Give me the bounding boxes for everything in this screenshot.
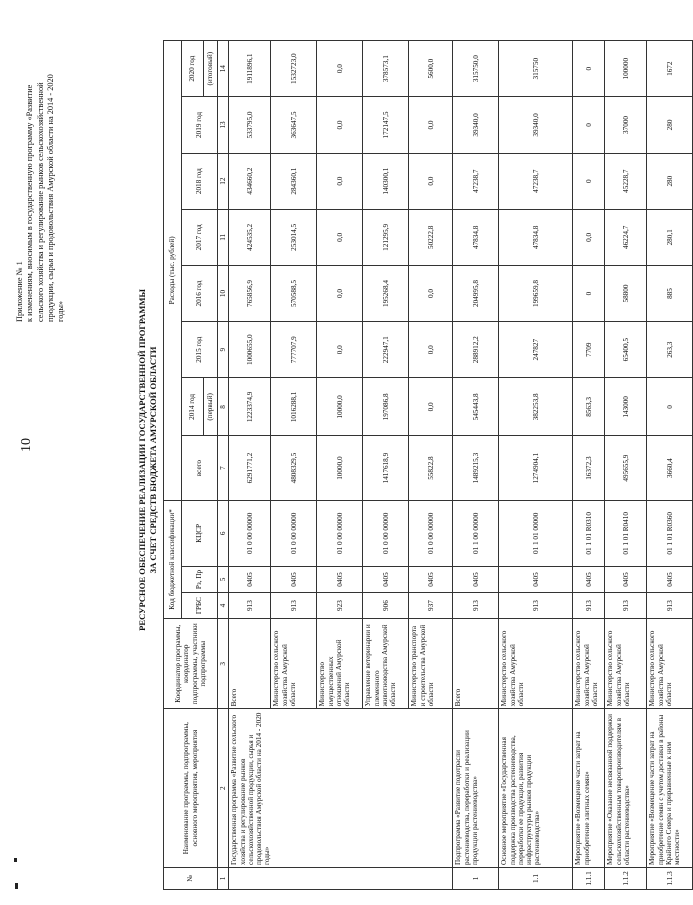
row-grbs: 913 [573, 593, 605, 619]
row-value: 16372,3 [573, 436, 605, 500]
row-value: 434660,2 [229, 153, 271, 209]
row-coordinator: Министерство сельского хозяйства Амурской области [573, 619, 605, 709]
row-value: 0 [573, 41, 605, 97]
row-value: 47834,8 [499, 209, 573, 265]
row-value: 65400,5 [605, 322, 647, 378]
row-kcsr: 01 1 01 R0310 [573, 500, 605, 566]
row-value: 10000,0 [317, 378, 363, 436]
table-body [229, 41, 693, 890]
row-value: 58800 [605, 265, 647, 321]
column-number: 12 [218, 153, 229, 209]
header-year: 2019 год [182, 97, 218, 153]
row-value: 885 [647, 265, 693, 321]
row-value: 0 [573, 97, 605, 153]
row-rz-pr: 0405 [363, 566, 409, 592]
row-value: 1417618,9 [363, 436, 409, 500]
row-rz-pr: 0405 [605, 566, 647, 592]
row-kcsr: 01 0 00 00000 [271, 500, 317, 566]
row-value: 495655,9 [605, 436, 647, 500]
row-value: 0,0 [317, 41, 363, 97]
row-value: 100000 [605, 41, 647, 97]
table-row [499, 41, 573, 890]
row-value: 280 [647, 153, 693, 209]
row-name: Государственная программа «Развитие сельского хозяйства и регулирование рынков сельскохозяйственной продукции, сырья и продовольствия Амурской области на 2014 - 2020 годы» [229, 709, 453, 868]
row-value: 143000 [605, 378, 647, 436]
appendix-title: Приложение № 1 [15, 261, 24, 322]
row-value: 197086,8 [363, 378, 409, 436]
row-kcsr: 01 1 00 00000 [453, 500, 499, 566]
header-total: всего [182, 436, 218, 500]
column-number: 1 [218, 867, 229, 889]
row-value: 121295,9 [363, 209, 409, 265]
header-expenses: Расходы (тыс. рублей) [164, 41, 182, 501]
row-rz-pr: 0405 [317, 566, 363, 592]
column-number: 13 [218, 97, 229, 153]
row-value: 0,0 [317, 265, 363, 321]
row-kcsr: 01 1 01 R0360 [647, 500, 693, 566]
row-value: 4808329,5 [271, 436, 317, 500]
row-value: 0,0 [409, 378, 453, 436]
row-value: 1911896,1 [229, 41, 271, 97]
row-grbs: 923 [317, 593, 363, 619]
row-value: 1000655,0 [229, 322, 271, 378]
document-heading: РЕСУРСНОЕ ОБЕСПЕЧЕНИЕ РЕАЛИЗАЦИИ ГОСУДАРСТВЕННОЙ ПРОГРАММЫ [137, 289, 147, 631]
row-coordinator: Министерство сельского хозяйства Амурской области [605, 619, 647, 709]
row-value: 45228,7 [605, 153, 647, 209]
row-coordinator: Министерство сельского хозяйства Амурской области [271, 619, 317, 709]
row-kcsr: 01 0 00 00000 [229, 500, 271, 566]
row-value: 1672 [647, 41, 693, 97]
row-value: 363647,5 [271, 97, 317, 153]
header-coordinator: Координатор программы, координатор подпрограммы, участники подпрограммы [164, 619, 218, 709]
row-grbs: 913 [453, 593, 499, 619]
header-year-note: (итоговый) [204, 41, 218, 97]
row-value: 288912,2 [453, 322, 499, 378]
column-number: 11 [218, 209, 229, 265]
row-value: 3660,4 [647, 436, 693, 500]
row-grbs: 913 [499, 593, 573, 619]
row-value: 315750 [499, 41, 573, 97]
table-row [453, 41, 499, 890]
row-value: 378573,1 [363, 41, 409, 97]
row-name: Мероприятие «Возмещение части затрат на приобретение семян с учетом доставки в районы Крайнего Севера и приравненные к ним местности» [647, 709, 693, 868]
header-kcsr: КЦСР [182, 500, 218, 566]
row-coordinator: Министерство сельского хозяйства Амурской области [647, 619, 693, 709]
row-value: 55822,8 [409, 436, 453, 500]
row-name: Мероприятие «Оказание несвязанной поддержки сельскохозяйственным товаропроизводителям в области растениеводства» [605, 709, 647, 868]
row-grbs: 913 [647, 593, 693, 619]
row-value: 8563,3 [573, 378, 605, 436]
column-number: 9 [218, 322, 229, 378]
appendix-line: к изменениям, вносимым в государственную программу «Развитие [25, 84, 35, 322]
row-coordinator: Министерство транспорта и строительства Амурской области [409, 619, 453, 709]
row-value: 0,0 [317, 153, 363, 209]
column-number: 10 [218, 265, 229, 321]
row-value: 570588,5 [271, 265, 317, 321]
row-value: 253014,5 [271, 209, 317, 265]
column-number: 5 [218, 566, 229, 592]
row-value: 0 [573, 153, 605, 209]
row-coordinator: Всего [453, 619, 499, 709]
appendix-line: продукции, сырья и продовольствия Амурской области на 2014 - 2020 [46, 74, 56, 322]
row-coordinator: Министерство имущественных отношений Амурской области [317, 619, 363, 709]
row-value: 172147,5 [363, 97, 409, 153]
row-rz-pr: 0405 [409, 566, 453, 592]
column-number: 2 [218, 709, 229, 868]
row-coordinator: Управление ветеринарии и племенного животноводства Амурской области [363, 619, 409, 709]
row-coordinator: Всего [229, 619, 271, 709]
row-value: 6291771,2 [229, 436, 271, 500]
header-rz-pr: Рз, Пр [182, 566, 218, 592]
row-value: 1016288,1 [271, 378, 317, 436]
header-grbs: ГРБС [182, 593, 218, 619]
row-value: 50222,8 [409, 209, 453, 265]
row-kcsr: 01 0 00 00000 [317, 500, 363, 566]
row-value: 37000 [605, 97, 647, 153]
row-value: 47238,7 [499, 153, 573, 209]
header-number: № [164, 867, 218, 889]
row-value: 7709 [573, 322, 605, 378]
row-value: 1274904,1 [499, 436, 573, 500]
row-number: 1.1.3 [647, 867, 693, 889]
row-value: 382253,8 [499, 378, 573, 436]
header-year: 2015 год [182, 322, 218, 378]
row-value: 1223374,9 [229, 378, 271, 436]
row-kcsr: 01 1 01 00000 [499, 500, 573, 566]
row-value: 140300,1 [363, 153, 409, 209]
row-value: 0,0 [317, 209, 363, 265]
appendix-line: сельского хозяйства и регулирование рынков сельскохозяйственной [35, 82, 45, 322]
document-subheading: ЗА СЧЕТ СРЕДСТВ БЮДЖЕТА АМУРСКОЙ ОБЛАСТИ [148, 346, 158, 574]
row-value: 47238,7 [453, 153, 499, 209]
row-number [229, 867, 453, 889]
row-value: 10000,0 [317, 436, 363, 500]
table-row [573, 41, 605, 890]
row-value: 1532723,0 [271, 41, 317, 97]
row-value: 0,0 [317, 322, 363, 378]
row-grbs: 913 [229, 593, 271, 619]
appendix-line: годы» [56, 300, 66, 322]
header-year-note: (первый) [204, 378, 218, 436]
column-number: 7 [218, 436, 229, 500]
row-value: 0 [573, 265, 605, 321]
row-grbs: 937 [409, 593, 453, 619]
appendix-note [15, 27, 67, 322]
header-budget-code: Код бюджетной классификации* [164, 500, 182, 618]
row-kcsr: 01 1 01 R0410 [605, 500, 647, 566]
row-value: 46224,7 [605, 209, 647, 265]
column-number: 3 [218, 619, 229, 709]
row-value: 284360,1 [271, 153, 317, 209]
row-value: 39340,0 [453, 97, 499, 153]
row-coordinator: Министерство сельского хозяйства Амурской области [499, 619, 573, 709]
row-value: 777707,9 [271, 322, 317, 378]
resource-table [163, 40, 693, 890]
row-number: 1.1 [499, 867, 573, 889]
row-kcsr: 01 0 00 00000 [363, 500, 409, 566]
row-rz-pr: 0405 [229, 566, 271, 592]
row-name: Мероприятие «Возмещение части затрат на приобретение элитных семян» [573, 709, 605, 868]
row-rz-pr: 0405 [499, 566, 573, 592]
row-value: 199659,8 [499, 265, 573, 321]
column-number-row [218, 41, 229, 890]
row-grbs: 913 [605, 593, 647, 619]
table-row [605, 41, 647, 890]
page-number: 10 [19, 438, 34, 452]
column-number: 6 [218, 500, 229, 566]
row-value: 195268,4 [363, 265, 409, 321]
row-value: 280,1 [647, 209, 693, 265]
row-value: 263,3 [647, 322, 693, 378]
row-value: 0,0 [573, 209, 605, 265]
row-kcsr: 01 0 00 00000 [409, 500, 453, 566]
column-number: 14 [218, 41, 229, 97]
header-name: Наименование программы, подпрограммы, основного мероприятия, мероприятия [164, 709, 218, 868]
row-value: 0,0 [409, 153, 453, 209]
row-value: 545443,8 [453, 378, 499, 436]
row-grbs: 906 [363, 593, 409, 619]
row-value: 1489215,3 [453, 436, 499, 500]
row-rz-pr: 0405 [453, 566, 499, 592]
row-rz-pr: 0405 [573, 566, 605, 592]
row-grbs: 913 [271, 593, 317, 619]
row-number: 1.1.2 [605, 867, 647, 889]
row-value: 247827 [499, 322, 573, 378]
row-value: 424535,2 [229, 209, 271, 265]
header-year: 2020 год [182, 41, 204, 97]
row-value: 0,0 [409, 322, 453, 378]
row-name: Основное мероприятие «Государственная поддержка производства растениеводства, переработки ее продукции, развития инфраструктуры рынков продукции растениеводства» [499, 709, 573, 868]
row-rz-pr: 0405 [647, 566, 693, 592]
header-year: 2017 год [182, 209, 218, 265]
header-year: 2016 год [182, 265, 218, 321]
row-number: 1 [453, 867, 499, 889]
row-value: 5600,0 [409, 41, 453, 97]
column-number: 8 [218, 378, 229, 436]
row-value: 765856,9 [229, 265, 271, 321]
row-value: 222947,1 [363, 322, 409, 378]
row-value: 0,0 [409, 265, 453, 321]
row-value: 0,0 [317, 97, 363, 153]
row-value: 280 [647, 97, 693, 153]
row-name: Подпрограмма «Развитие подотрасли растениеводства, переработки и реализации продукции растениеводства» [453, 709, 499, 868]
row-value: 0,0 [409, 97, 453, 153]
table-row [229, 41, 271, 890]
row-value: 533795,0 [229, 97, 271, 153]
rotated-page [5, 20, 682, 900]
row-value: 315750,0 [453, 41, 499, 97]
header-year: 2018 год [182, 153, 218, 209]
table-row [647, 41, 693, 890]
row-value: 39340,0 [499, 97, 573, 153]
row-value: 204995,8 [453, 265, 499, 321]
row-value: 0 [647, 378, 693, 436]
row-rz-pr: 0405 [271, 566, 317, 592]
column-number: 4 [218, 593, 229, 619]
header-year: 2014 год [182, 378, 204, 436]
row-number: 1.1.1 [573, 867, 605, 889]
row-value: 47834,8 [453, 209, 499, 265]
